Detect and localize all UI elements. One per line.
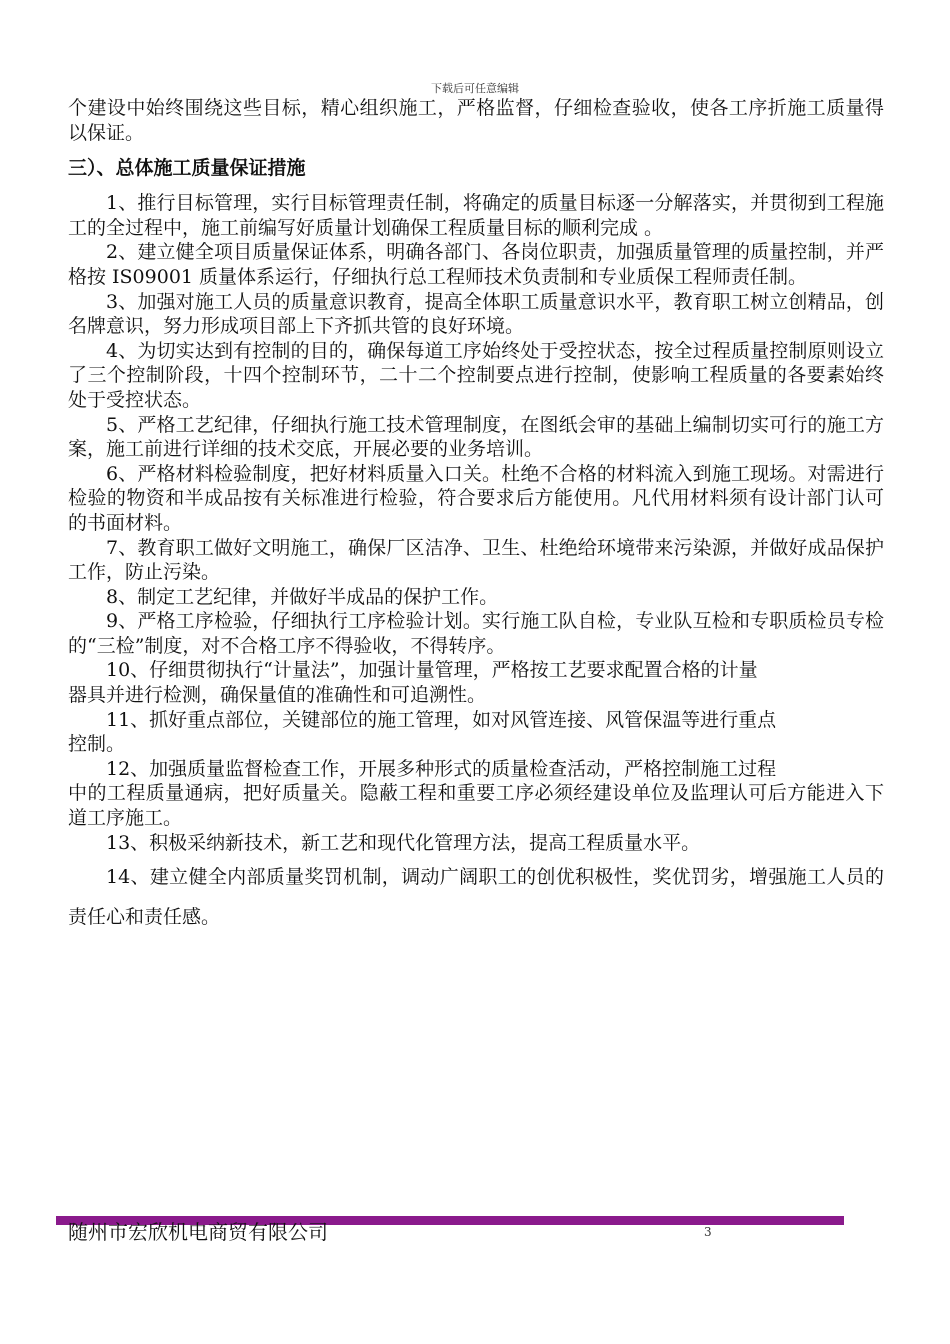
measure-13: 13、积极采纳新技术，新工艺和现代化管理方法，提高工程质量水平。: [106, 831, 701, 854]
measure-10: 10、仔细贯彻执行“计量法”，加强计量管理，严格按工艺要求配置合格的计量: [106, 659, 758, 682]
measure-10-continued: 器具并进行检测，确保量值的准确性和可追溯性。: [68, 684, 487, 707]
measure-12: 12、加强质量监督检查工作，开展多种形式的质量检查活动，严格控制施工过程: [106, 757, 777, 780]
intro-paragraph: 个建设中始终围绕这些目标，精心组织施工，严格监督，仔细检查验收，使各工序折施工质量得以保证。: [68, 97, 884, 144]
measure-9: 9、严格工序检验，仔细执行工序检验计划。实行施工队自检，专业队互检和专职质检员专检的“三检”制度，对不合格工序不得验收，不得转序。: [68, 610, 884, 657]
measure-7: 7、教育职工做好文明施工，确保厂区洁净、卫生、杜绝给环境带来污染源，并做好成品保护工作，防止污染。: [68, 536, 884, 584]
document-body: [68, 96, 884, 937]
measure-5: 5、严格工艺纪律，仔细执行施工技术管理制度，在图纸会审的基础上编制切实可行的施工方案，施工前进行详细的技术交底，开展必要的业务培训。: [68, 413, 884, 461]
measure-6: 6、严格材料检验制度，把好材料质量入口关。杜绝不合格的材料流入到施工现场。对需进行检验的物资和半成品按有关标准进行检验，符合要求后方能使用。凡代用材料须有设计部门认可的书面材料。: [68, 462, 884, 534]
header-note: 下载后可任意编辑: [431, 82, 519, 95]
measure-8: 8、制定工艺纪律，并做好半成品的保护工作。: [106, 585, 499, 608]
measure-1: 1、推行目标管理，实行目标管理责任制，将确定的质量目标逐一分解落实，并贯彻到工程施工的全过程中，施工前编写好质量计划确保工程质量目标的顺利完成 。: [68, 192, 884, 239]
measure-12-continued: 中的工程质量通病，把好质量关。隐蔽工程和重要工序必须经建设单位及监理认可后方能进入下道工序施工。: [68, 782, 884, 830]
measure-11-continued: 控制。: [68, 733, 126, 756]
measure-11: 11、抓好重点部位，关键部位的施工管理，如对风管连接、风管保温等进行重点: [106, 708, 777, 731]
measure-3: 3、加强对施工人员的质量意识教育，提高全体职工质量意识水平，教育职工树立创精品，创名牌意识，努力形成项目部上下齐抓共管的良好环境。: [68, 290, 884, 338]
section-heading: 三）、总体施工质量保证措施: [68, 157, 306, 180]
page-number: 3: [704, 1225, 712, 1239]
footer-company-name: 随州市宏欣机电商贸有限公司: [68, 1220, 328, 1244]
measure-14: 14、建立健全内部质量奖罚机制，调动广阔职工的创优积极性，奖优罚劣，增强施工人员的责任心和责任感。: [68, 866, 884, 929]
measure-4: 4、为切实达到有控制的目的，确保每道工序始终处于受控状态，按全过程质量控制原则设立了三个控制阶段，十四个控制环节，二十二个控制要点进行控制，使影响工程质量的各要素始终处于受控状态。: [68, 339, 884, 411]
measure-2: 2、建立健全项目质量保证体系，明确各部门、各岗位职责，加强质量管理的质量控制，并严格按 IS09001 质量体系运行，仔细执行总工程师技术负责制和专业质保工程师责任制。: [68, 241, 884, 288]
